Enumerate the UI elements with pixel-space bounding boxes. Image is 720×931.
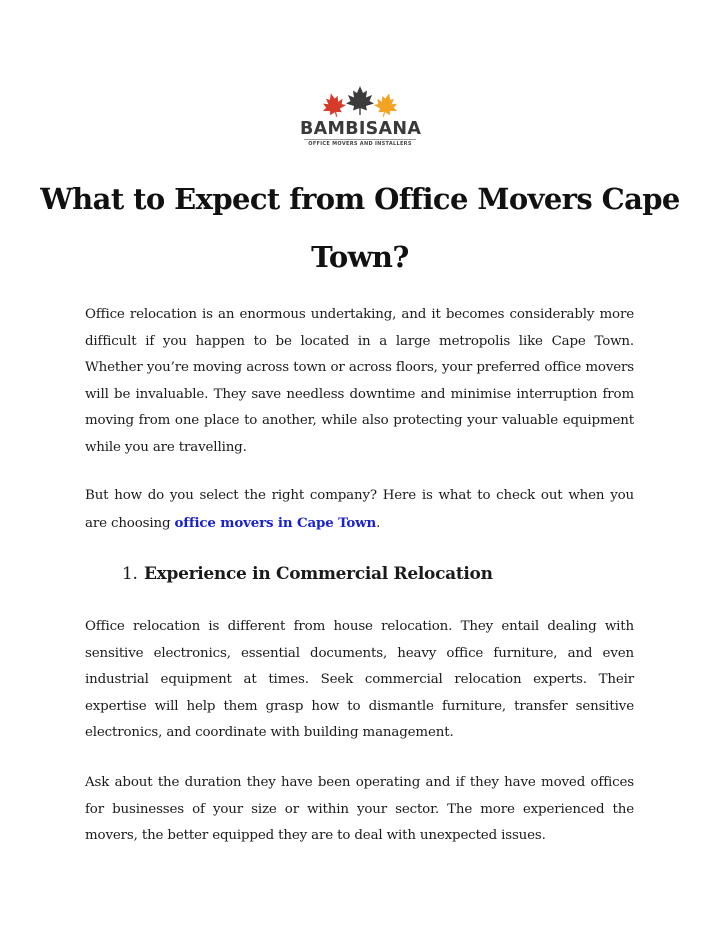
question-paragraph [85, 483, 634, 537]
section-number: 1. [122, 564, 138, 584]
section-paragraph-2: Ask about the duration they have been operating and if they have moved offices for businesses of your size or within your sector. The more experienced the movers, the better equipped they are to deal with unexpected issues. [85, 775, 634, 844]
logo-divider [304, 139, 416, 140]
logo-tagline: OFFICE MOVERS AND INSTALLERS [308, 141, 412, 147]
section-heading-text: Experience in Commercial Relocation [144, 564, 493, 584]
logo-brand-name: BAMBISANA [300, 119, 422, 139]
page-title: What to Expect from Office Movers Cape Town? [40, 182, 680, 274]
question-text: But how do you select the right company? Here is what to check out when you are choosing [85, 488, 634, 531]
maple-leaves-icon [320, 86, 400, 120]
bambisana-logo [300, 86, 420, 150]
office-movers-link[interactable]: office movers in Cape Town [174, 514, 377, 531]
section-paragraph-1: Office relocation is different from house relocation. They entail dealing with sensitive electronics, essential documents, heavy office furniture, and even industrial equipment at times. Seek commercial relocation experts. Their expertise will help them grasp how to dismantle furniture, transfer sensitive electronics, and coordinate with building management. [85, 619, 634, 741]
section-heading [122, 561, 642, 587]
intro-paragraph: Office relocation is an enormous undertaking, and it becomes considerably more difficult if you happen to be located in a large metropolis like Cape Town. Whether you’re moving across town or across floors, your preferred office movers will be invaluable. They save needless downtime and minimise interruption from moving from one place to another, while also protecting your valuable equipment while you are travelling. [85, 307, 634, 455]
question-text-end: . [376, 515, 381, 531]
